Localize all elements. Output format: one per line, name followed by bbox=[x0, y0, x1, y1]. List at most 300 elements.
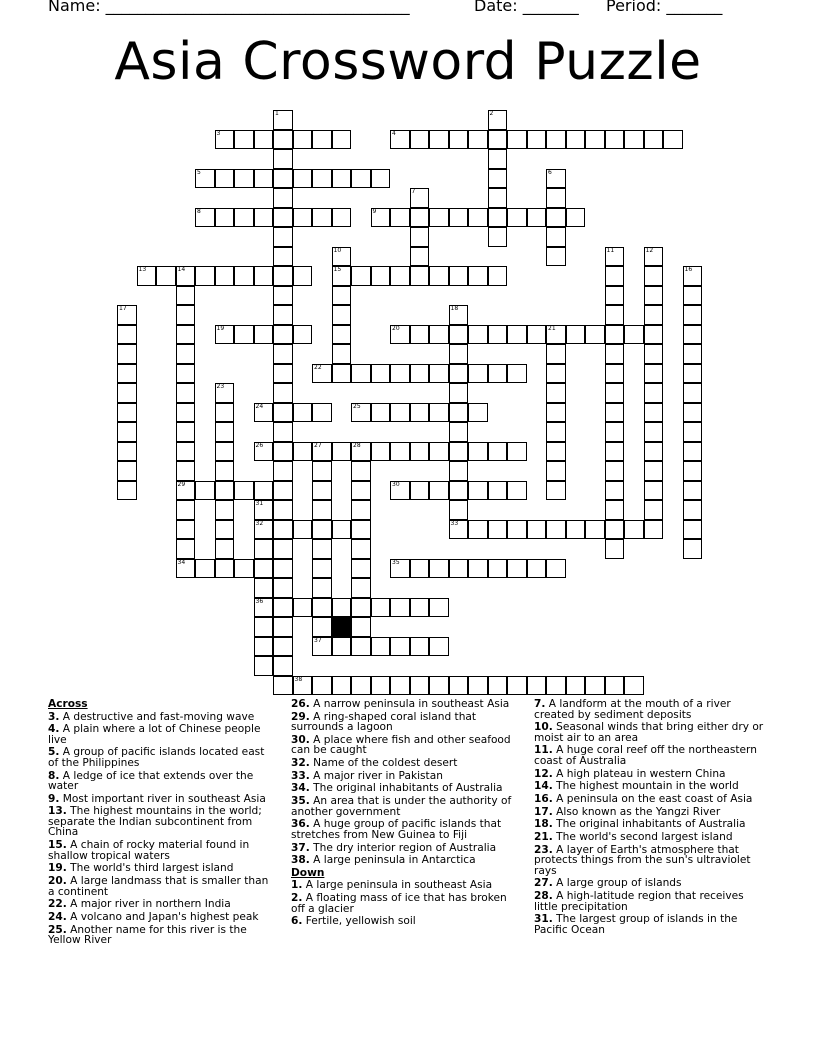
grid-cell[interactable] bbox=[468, 481, 488, 501]
grid-cell[interactable] bbox=[468, 403, 488, 423]
grid-cell[interactable] bbox=[683, 325, 703, 345]
grid-cell[interactable] bbox=[449, 383, 469, 403]
grid-cell[interactable] bbox=[332, 325, 352, 345]
grid-cell[interactable] bbox=[605, 481, 625, 501]
grid-cell[interactable] bbox=[429, 325, 449, 345]
grid-cell[interactable] bbox=[273, 422, 293, 442]
grid-cell[interactable] bbox=[488, 169, 508, 189]
grid-cell[interactable] bbox=[273, 325, 293, 345]
grid-cell[interactable] bbox=[527, 520, 547, 540]
grid-cell[interactable] bbox=[390, 364, 410, 384]
grid-cell[interactable] bbox=[117, 442, 137, 462]
grid-cell[interactable] bbox=[117, 383, 137, 403]
grid-cell[interactable] bbox=[254, 578, 274, 598]
grid-cell[interactable] bbox=[644, 520, 664, 540]
grid-cell[interactable] bbox=[371, 364, 391, 384]
grid-cell[interactable] bbox=[546, 247, 566, 267]
grid-cell[interactable] bbox=[273, 520, 293, 540]
grid-cell[interactable] bbox=[254, 656, 274, 676]
grid-cell[interactable] bbox=[449, 520, 469, 540]
grid-cell[interactable] bbox=[624, 130, 644, 150]
grid-cell[interactable] bbox=[293, 598, 313, 618]
grid-cell[interactable] bbox=[254, 500, 274, 520]
grid-cell[interactable] bbox=[488, 676, 508, 696]
grid-cell[interactable] bbox=[644, 130, 664, 150]
grid-cell[interactable] bbox=[215, 266, 235, 286]
grid-cell[interactable] bbox=[351, 676, 371, 696]
grid-cell[interactable] bbox=[351, 461, 371, 481]
grid-cell[interactable] bbox=[273, 481, 293, 501]
grid-cell[interactable] bbox=[410, 266, 430, 286]
grid-cell[interactable] bbox=[390, 559, 410, 579]
grid-cell[interactable] bbox=[449, 344, 469, 364]
grid-cell[interactable] bbox=[449, 422, 469, 442]
grid-cell[interactable] bbox=[312, 208, 332, 228]
grid-cell[interactable] bbox=[176, 364, 196, 384]
period-field[interactable]: Period: _______ bbox=[606, 0, 723, 15]
grid-cell[interactable] bbox=[332, 208, 352, 228]
grid-cell[interactable] bbox=[215, 169, 235, 189]
grid-cell[interactable] bbox=[273, 598, 293, 618]
grid-cell[interactable] bbox=[273, 169, 293, 189]
grid-cell[interactable] bbox=[293, 130, 313, 150]
grid-cell[interactable] bbox=[293, 676, 313, 696]
grid-cell[interactable] bbox=[137, 266, 157, 286]
grid-cell[interactable] bbox=[488, 559, 508, 579]
grid-cell[interactable] bbox=[215, 500, 235, 520]
grid-cell[interactable] bbox=[215, 422, 235, 442]
grid-cell[interactable] bbox=[449, 305, 469, 325]
grid-cell[interactable] bbox=[273, 637, 293, 657]
grid-cell[interactable] bbox=[254, 169, 274, 189]
grid-cell[interactable] bbox=[117, 422, 137, 442]
grid-cell[interactable] bbox=[371, 676, 391, 696]
grid-cell[interactable] bbox=[585, 520, 605, 540]
grid-cell[interactable] bbox=[429, 266, 449, 286]
grid-cell[interactable] bbox=[527, 208, 547, 228]
grid-cell[interactable] bbox=[234, 266, 254, 286]
grid-cell[interactable] bbox=[624, 676, 644, 696]
grid-cell[interactable] bbox=[371, 403, 391, 423]
grid-cell[interactable] bbox=[273, 676, 293, 696]
grid-cell[interactable] bbox=[390, 208, 410, 228]
grid-cell[interactable] bbox=[371, 208, 391, 228]
grid-cell[interactable] bbox=[312, 364, 332, 384]
grid-cell[interactable] bbox=[332, 305, 352, 325]
grid-cell[interactable] bbox=[195, 169, 215, 189]
grid-cell[interactable] bbox=[449, 325, 469, 345]
grid-cell[interactable] bbox=[312, 520, 332, 540]
grid-cell[interactable] bbox=[332, 598, 352, 618]
grid-cell[interactable] bbox=[468, 442, 488, 462]
grid-cell[interactable] bbox=[176, 442, 196, 462]
grid-cell[interactable] bbox=[566, 676, 586, 696]
grid-cell[interactable] bbox=[605, 500, 625, 520]
grid-cell[interactable] bbox=[449, 559, 469, 579]
grid-cell[interactable] bbox=[273, 286, 293, 306]
grid-cell[interactable] bbox=[683, 344, 703, 364]
grid-cell[interactable] bbox=[449, 481, 469, 501]
grid-cell[interactable] bbox=[410, 442, 430, 462]
grid-cell[interactable] bbox=[234, 559, 254, 579]
grid-cell[interactable] bbox=[176, 286, 196, 306]
grid-cell[interactable] bbox=[605, 442, 625, 462]
grid-cell[interactable] bbox=[351, 637, 371, 657]
grid-cell[interactable] bbox=[273, 130, 293, 150]
grid-cell[interactable] bbox=[215, 325, 235, 345]
grid-cell[interactable] bbox=[488, 149, 508, 169]
grid-cell[interactable] bbox=[195, 208, 215, 228]
grid-cell[interactable] bbox=[644, 500, 664, 520]
grid-cell[interactable] bbox=[546, 559, 566, 579]
grid-cell[interactable] bbox=[390, 403, 410, 423]
grid-cell[interactable] bbox=[605, 247, 625, 267]
grid-cell[interactable] bbox=[546, 442, 566, 462]
grid-cell[interactable] bbox=[312, 617, 332, 637]
grid-cell[interactable] bbox=[644, 286, 664, 306]
grid-cell[interactable] bbox=[410, 247, 430, 267]
grid-cell[interactable] bbox=[273, 266, 293, 286]
grid-cell[interactable] bbox=[683, 305, 703, 325]
grid-cell[interactable] bbox=[117, 344, 137, 364]
grid-cell[interactable] bbox=[390, 598, 410, 618]
grid-cell[interactable] bbox=[468, 266, 488, 286]
grid-cell[interactable] bbox=[605, 676, 625, 696]
grid-cell[interactable] bbox=[273, 539, 293, 559]
grid-cell[interactable] bbox=[449, 208, 469, 228]
grid-cell[interactable] bbox=[410, 364, 430, 384]
grid-cell[interactable] bbox=[234, 325, 254, 345]
grid-cell[interactable] bbox=[683, 539, 703, 559]
grid-cell[interactable] bbox=[410, 637, 430, 657]
grid-cell[interactable] bbox=[351, 539, 371, 559]
grid-cell[interactable] bbox=[371, 637, 391, 657]
grid-cell[interactable] bbox=[117, 325, 137, 345]
grid-cell[interactable] bbox=[254, 520, 274, 540]
grid-cell[interactable] bbox=[605, 325, 625, 345]
grid-cell[interactable] bbox=[410, 325, 430, 345]
grid-cell[interactable] bbox=[351, 520, 371, 540]
grid-cell[interactable] bbox=[546, 364, 566, 384]
grid-cell[interactable] bbox=[273, 247, 293, 267]
grid-cell[interactable] bbox=[429, 130, 449, 150]
grid-cell[interactable] bbox=[390, 442, 410, 462]
grid-cell[interactable] bbox=[429, 364, 449, 384]
grid-cell[interactable] bbox=[351, 500, 371, 520]
grid-cell[interactable] bbox=[449, 364, 469, 384]
grid-cell[interactable] bbox=[488, 227, 508, 247]
grid-cell[interactable] bbox=[644, 383, 664, 403]
grid-cell[interactable] bbox=[507, 130, 527, 150]
grid-cell[interactable] bbox=[488, 520, 508, 540]
grid-cell[interactable] bbox=[371, 266, 391, 286]
grid-cell[interactable] bbox=[605, 286, 625, 306]
grid-cell[interactable] bbox=[273, 461, 293, 481]
grid-cell[interactable] bbox=[176, 403, 196, 423]
grid-cell[interactable] bbox=[410, 598, 430, 618]
grid-cell[interactable] bbox=[566, 520, 586, 540]
grid-cell[interactable] bbox=[176, 325, 196, 345]
grid-cell[interactable] bbox=[410, 208, 430, 228]
grid-cell[interactable] bbox=[390, 676, 410, 696]
grid-cell[interactable] bbox=[605, 461, 625, 481]
grid-cell[interactable] bbox=[371, 598, 391, 618]
grid-cell[interactable] bbox=[176, 520, 196, 540]
grid-cell[interactable] bbox=[273, 227, 293, 247]
grid-cell[interactable] bbox=[273, 559, 293, 579]
grid-cell[interactable] bbox=[273, 383, 293, 403]
grid-cell[interactable] bbox=[468, 325, 488, 345]
grid-cell[interactable] bbox=[254, 130, 274, 150]
grid-cell[interactable] bbox=[468, 676, 488, 696]
grid-cell[interactable] bbox=[507, 520, 527, 540]
grid-cell[interactable] bbox=[332, 676, 352, 696]
grid-cell[interactable] bbox=[254, 325, 274, 345]
grid-cell[interactable] bbox=[293, 403, 313, 423]
grid-cell[interactable] bbox=[546, 325, 566, 345]
grid-cell[interactable] bbox=[429, 637, 449, 657]
grid-cell[interactable] bbox=[449, 442, 469, 462]
grid-cell[interactable] bbox=[176, 500, 196, 520]
grid-cell[interactable] bbox=[546, 383, 566, 403]
grid-cell[interactable] bbox=[449, 266, 469, 286]
grid-cell[interactable] bbox=[683, 403, 703, 423]
grid-cell[interactable] bbox=[176, 344, 196, 364]
grid-cell[interactable] bbox=[663, 130, 683, 150]
grid-cell[interactable] bbox=[683, 266, 703, 286]
grid-cell[interactable] bbox=[488, 481, 508, 501]
name-field[interactable]: Name: ______________________________________ bbox=[48, 0, 410, 15]
grid-cell[interactable] bbox=[273, 110, 293, 130]
grid-cell[interactable] bbox=[644, 481, 664, 501]
grid-cell[interactable] bbox=[312, 559, 332, 579]
grid-cell[interactable] bbox=[312, 637, 332, 657]
grid-cell[interactable] bbox=[234, 130, 254, 150]
grid-cell[interactable] bbox=[312, 578, 332, 598]
grid-cell[interactable] bbox=[683, 442, 703, 462]
grid-cell[interactable] bbox=[254, 598, 274, 618]
grid-cell[interactable] bbox=[488, 130, 508, 150]
grid-cell[interactable] bbox=[468, 130, 488, 150]
grid-cell[interactable] bbox=[176, 559, 196, 579]
grid-cell[interactable] bbox=[293, 442, 313, 462]
grid-cell[interactable] bbox=[332, 169, 352, 189]
grid-cell[interactable] bbox=[449, 461, 469, 481]
grid-cell[interactable] bbox=[449, 403, 469, 423]
grid-cell[interactable] bbox=[488, 110, 508, 130]
grid-cell[interactable] bbox=[332, 266, 352, 286]
grid-cell[interactable] bbox=[429, 676, 449, 696]
grid-cell[interactable] bbox=[683, 422, 703, 442]
grid-cell[interactable] bbox=[449, 500, 469, 520]
grid-cell[interactable] bbox=[351, 403, 371, 423]
grid-cell[interactable] bbox=[468, 520, 488, 540]
grid-cell[interactable] bbox=[117, 403, 137, 423]
grid-cell[interactable] bbox=[585, 325, 605, 345]
grid-cell[interactable] bbox=[332, 247, 352, 267]
grid-cell[interactable] bbox=[312, 169, 332, 189]
grid-cell[interactable] bbox=[332, 130, 352, 150]
grid-cell[interactable] bbox=[468, 364, 488, 384]
grid-cell[interactable] bbox=[488, 364, 508, 384]
grid-cell[interactable] bbox=[546, 227, 566, 247]
grid-cell[interactable] bbox=[546, 481, 566, 501]
grid-cell[interactable] bbox=[605, 403, 625, 423]
grid-cell[interactable] bbox=[644, 461, 664, 481]
grid-cell[interactable] bbox=[215, 130, 235, 150]
grid-cell[interactable] bbox=[273, 403, 293, 423]
grid-cell[interactable] bbox=[371, 169, 391, 189]
grid-cell[interactable] bbox=[605, 520, 625, 540]
grid-cell[interactable] bbox=[527, 325, 547, 345]
grid-cell[interactable] bbox=[117, 305, 137, 325]
grid-cell[interactable] bbox=[312, 442, 332, 462]
grid-cell[interactable] bbox=[312, 500, 332, 520]
grid-cell[interactable] bbox=[429, 481, 449, 501]
grid-cell[interactable] bbox=[273, 500, 293, 520]
grid-cell[interactable] bbox=[546, 676, 566, 696]
grid-cell[interactable] bbox=[683, 286, 703, 306]
grid-cell[interactable] bbox=[390, 130, 410, 150]
grid-cell[interactable] bbox=[273, 149, 293, 169]
grid-cell[interactable] bbox=[176, 305, 196, 325]
grid-cell[interactable] bbox=[429, 598, 449, 618]
grid-cell[interactable] bbox=[195, 266, 215, 286]
grid-cell[interactable] bbox=[254, 442, 274, 462]
grid-cell[interactable] bbox=[644, 305, 664, 325]
grid-cell[interactable] bbox=[215, 559, 235, 579]
grid-cell[interactable] bbox=[585, 130, 605, 150]
grid-cell[interactable] bbox=[644, 325, 664, 345]
grid-cell[interactable] bbox=[410, 188, 430, 208]
grid-cell[interactable] bbox=[507, 676, 527, 696]
grid-cell[interactable] bbox=[293, 208, 313, 228]
grid-cell[interactable] bbox=[488, 188, 508, 208]
grid-cell[interactable] bbox=[273, 617, 293, 637]
grid-cell[interactable] bbox=[176, 383, 196, 403]
grid-cell[interactable] bbox=[332, 442, 352, 462]
grid-cell[interactable] bbox=[429, 403, 449, 423]
grid-cell[interactable] bbox=[351, 442, 371, 462]
grid-cell[interactable] bbox=[390, 637, 410, 657]
grid-cell[interactable] bbox=[683, 364, 703, 384]
grid-cell[interactable] bbox=[371, 442, 391, 462]
grid-cell[interactable] bbox=[351, 481, 371, 501]
grid-cell[interactable] bbox=[351, 578, 371, 598]
grid-cell[interactable] bbox=[546, 403, 566, 423]
grid-cell[interactable] bbox=[683, 383, 703, 403]
grid-cell[interactable] bbox=[215, 539, 235, 559]
grid-cell[interactable] bbox=[351, 559, 371, 579]
grid-cell[interactable] bbox=[215, 461, 235, 481]
grid-cell[interactable] bbox=[624, 520, 644, 540]
grid-cell[interactable] bbox=[546, 208, 566, 228]
grid-cell[interactable] bbox=[644, 266, 664, 286]
grid-cell[interactable] bbox=[605, 539, 625, 559]
grid-cell[interactable] bbox=[488, 442, 508, 462]
grid-cell[interactable] bbox=[215, 520, 235, 540]
grid-cell[interactable] bbox=[273, 305, 293, 325]
grid-cell[interactable] bbox=[410, 227, 430, 247]
grid-cell[interactable] bbox=[605, 364, 625, 384]
grid-cell[interactable] bbox=[644, 422, 664, 442]
grid-cell[interactable] bbox=[527, 130, 547, 150]
grid-cell[interactable] bbox=[507, 442, 527, 462]
grid-cell[interactable] bbox=[566, 325, 586, 345]
grid-cell[interactable] bbox=[351, 364, 371, 384]
grid-cell[interactable] bbox=[644, 344, 664, 364]
grid-cell[interactable] bbox=[273, 578, 293, 598]
grid-cell[interactable] bbox=[429, 559, 449, 579]
grid-cell[interactable] bbox=[683, 520, 703, 540]
grid-cell[interactable] bbox=[293, 325, 313, 345]
grid-cell[interactable] bbox=[254, 208, 274, 228]
grid-cell[interactable] bbox=[644, 247, 664, 267]
grid-cell[interactable] bbox=[644, 403, 664, 423]
grid-cell[interactable] bbox=[273, 188, 293, 208]
grid-cell[interactable] bbox=[195, 481, 215, 501]
grid-cell[interactable] bbox=[195, 559, 215, 579]
grid-cell[interactable] bbox=[644, 364, 664, 384]
grid-cell[interactable] bbox=[254, 637, 274, 657]
grid-cell[interactable] bbox=[683, 500, 703, 520]
grid-cell[interactable] bbox=[273, 656, 293, 676]
grid-cell[interactable] bbox=[254, 266, 274, 286]
grid-cell[interactable] bbox=[390, 481, 410, 501]
grid-cell[interactable] bbox=[215, 208, 235, 228]
grid-cell[interactable] bbox=[410, 676, 430, 696]
grid-cell[interactable] bbox=[273, 442, 293, 462]
grid-cell[interactable] bbox=[546, 188, 566, 208]
grid-cell[interactable] bbox=[351, 598, 371, 618]
grid-cell[interactable] bbox=[546, 169, 566, 189]
grid-cell[interactable] bbox=[605, 266, 625, 286]
grid-cell[interactable] bbox=[312, 403, 332, 423]
grid-cell[interactable] bbox=[254, 403, 274, 423]
grid-cell[interactable] bbox=[468, 208, 488, 228]
grid-cell[interactable] bbox=[254, 539, 274, 559]
grid-cell[interactable] bbox=[234, 208, 254, 228]
grid-cell[interactable] bbox=[546, 130, 566, 150]
grid-cell[interactable] bbox=[449, 676, 469, 696]
grid-cell[interactable] bbox=[546, 344, 566, 364]
grid-cell[interactable] bbox=[488, 266, 508, 286]
grid-cell[interactable] bbox=[273, 344, 293, 364]
grid-cell[interactable] bbox=[273, 364, 293, 384]
grid-cell[interactable] bbox=[117, 461, 137, 481]
grid-cell[interactable] bbox=[449, 130, 469, 150]
grid-cell[interactable] bbox=[312, 676, 332, 696]
grid-cell[interactable] bbox=[176, 481, 196, 501]
grid-cell[interactable] bbox=[351, 617, 371, 637]
grid-cell[interactable] bbox=[293, 520, 313, 540]
grid-cell[interactable] bbox=[527, 559, 547, 579]
grid-cell[interactable] bbox=[468, 559, 488, 579]
grid-cell[interactable] bbox=[176, 266, 196, 286]
grid-cell[interactable] bbox=[332, 637, 352, 657]
grid-cell[interactable] bbox=[234, 481, 254, 501]
grid-cell[interactable] bbox=[390, 325, 410, 345]
grid-cell[interactable] bbox=[215, 481, 235, 501]
grid-cell[interactable] bbox=[254, 559, 274, 579]
grid-cell[interactable] bbox=[312, 481, 332, 501]
grid-cell[interactable] bbox=[293, 169, 313, 189]
grid-cell[interactable] bbox=[410, 130, 430, 150]
grid-cell[interactable] bbox=[390, 266, 410, 286]
grid-cell[interactable] bbox=[273, 208, 293, 228]
grid-cell[interactable] bbox=[332, 364, 352, 384]
grid-cell[interactable] bbox=[410, 559, 430, 579]
